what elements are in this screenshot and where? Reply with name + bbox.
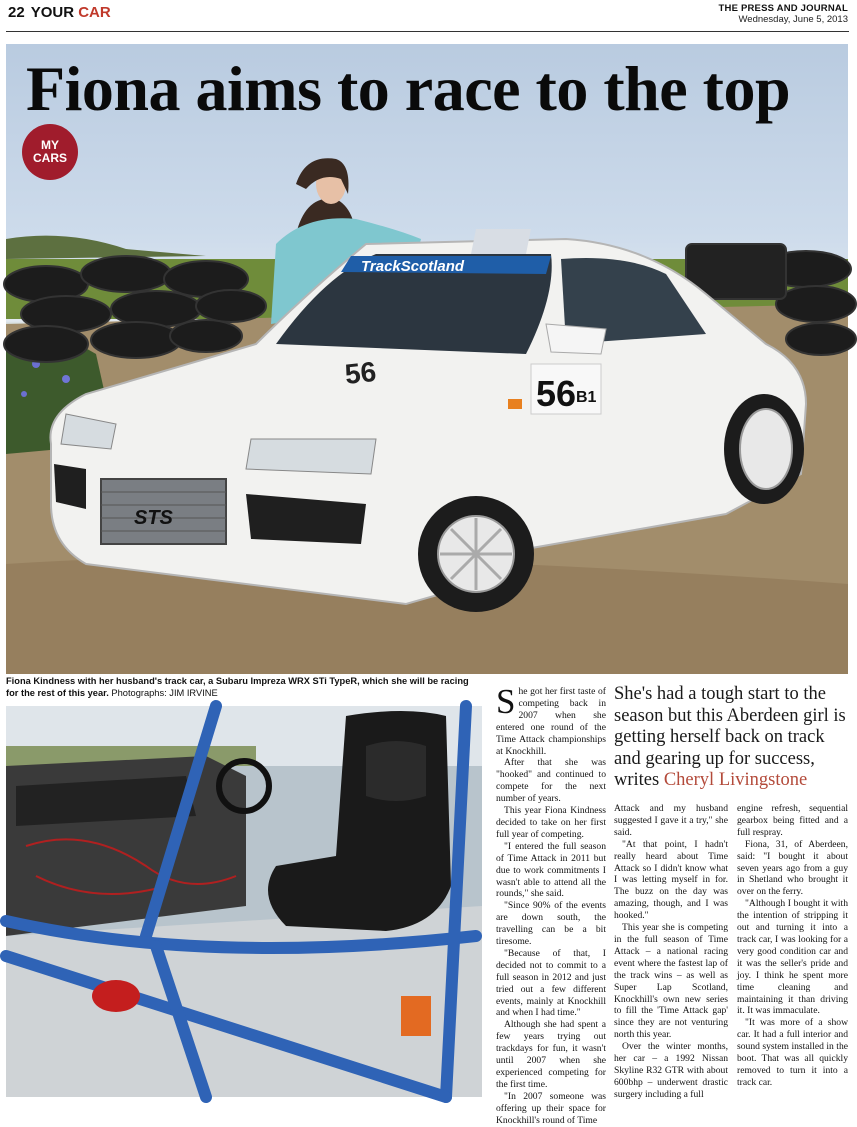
page-folio — [8, 4, 111, 21]
article-paragraph: This year Fiona Kindness decided to take on her first full year of competing. — [496, 805, 606, 840]
page-number: 22 — [8, 4, 25, 21]
paper-name: THE PRESS AND JOURNAL — [718, 3, 848, 14]
bonnet-number: 56 — [343, 355, 378, 390]
section-your: YOUR — [30, 4, 75, 21]
article-paragraph: engine refresh, sequential gearbox being fitted and a full respray. — [737, 803, 848, 838]
caption-text: Fiona Kindness with her husband's track car, a Subaru Impreza WRX STi TypeR, which she will be racing for the rest of this year. — [6, 676, 469, 698]
distant-hill — [6, 236, 206, 259]
article-column-2 — [614, 803, 728, 1101]
fog-vent-left — [54, 464, 86, 509]
fire-extinguisher — [92, 980, 140, 1012]
car-photo-illustration — [6, 44, 848, 674]
section-car: CAR — [78, 4, 111, 21]
issue-date: Wednesday, June 5, 2013 — [738, 14, 848, 25]
article-paragraph: Although she had spent a few years trying out trackdays for fun, it wasn't until 2007 when she experienced competing for the first time. — [496, 1019, 606, 1090]
tyre-stack-left — [4, 256, 266, 362]
rear-wheel-rim — [740, 409, 792, 489]
photo-caption — [6, 676, 482, 699]
standfirst-text: She's had a tough start to the season but this Aberdeen girl is getting herself back on track and gearing up for success, writes — [614, 684, 846, 790]
article-paragraph: "Although I bought it with the intention of stripping it out and turning it into a track car, I was looking for a very good condition car and it was the seller's pride and joy. I think he spent more time cleaning and maintaining it than driving it. It was immaculate. — [737, 898, 848, 1017]
headlight-right — [246, 439, 376, 474]
my-cars-badge — [22, 124, 78, 180]
article-paragraph: "Because of that, I decided not to commit to a full season in 2012 and just tried out a few different events, mainly at Knockhill and when I had time." — [496, 947, 606, 1019]
article-column-1 — [496, 682, 606, 1127]
standfirst — [614, 684, 850, 792]
article-paragraph: "I entered the full season of Time Attack in 2011 but due to work commitments I wasn't able to attend all the rounds," she said. — [496, 840, 606, 900]
door-class: B1 — [576, 389, 597, 406]
article-paragraph: Fiona, 31, of Aberdeen, said: "I bought it about seven years ago from a guy in Shetland who brought it over on the ferry. — [737, 838, 848, 898]
header-rule — [6, 31, 849, 32]
interior-illustration — [6, 706, 482, 1097]
headline: Fiona aims to race to the top — [26, 53, 791, 124]
article-paragraph: She got her first taste of competing back in 2007 when she entered one round of the Time Attack championships at Knockhill. — [496, 682, 606, 757]
side-indicator — [508, 399, 522, 409]
windscreen-banner-text: TrackScotland — [361, 258, 465, 275]
badge-line-1: MY — [41, 138, 59, 152]
byline: Cheryl Livingstone — [663, 770, 808, 790]
wing-mirror — [546, 324, 606, 354]
badge-line-2: CARS — [32, 151, 67, 165]
photo-credit: Photographs: JIM IRVINE — [111, 687, 218, 698]
flower — [21, 391, 27, 397]
grille-badge: STS — [134, 507, 173, 529]
interior-photo — [6, 706, 482, 1097]
article-paragraph: This year she is competing in the full season of Time Attack – a national racing event where the fastest lap of the track wins – as well as Super Lap Scotland, Knockhill's own new series to fill the 'Time Attack gap' since they are not venturing north this year. — [614, 922, 728, 1041]
article-paragraph: Over the winter months, her car – a 1992 Nissan Skyline R32 GTR with about 600bhp – underwent drastic surgery including a full — [614, 1041, 728, 1100]
roof-stripe — [471, 229, 531, 254]
article-paragraph: After that she was "hooked" and continued to compete for the next number of years. — [496, 757, 606, 805]
article-paragraph: "In 2007 someone was offering up their space for Knockhill's round of Time — [496, 1090, 606, 1126]
article-paragraph: "Since 90% of the events are down south, the travelling can be a bit tiresome. — [496, 900, 606, 948]
article-paragraph: "At that point, I hadn't really heard about Time Attack so I didn't know what I was letting myself in for. The buzz on the day was amazing, though, and I was hooked." — [614, 838, 728, 922]
flower — [62, 375, 70, 383]
battery — [401, 996, 431, 1036]
article-paragraph: Attack and my husband suggested I gave it a try," she said. — [614, 803, 728, 838]
article-paragraph: "It was more of a show car. It had a full interior and sound system installed in the boot. That was all quickly removed to turn it into a track car. — [737, 1017, 848, 1088]
main-photo — [6, 44, 848, 674]
seat-headrest-hole — [366, 741, 426, 801]
drop-cap: S — [496, 682, 516, 721]
masthead — [719, 3, 848, 25]
article-column-3 — [737, 803, 848, 1089]
door-number: 56 — [536, 373, 577, 414]
